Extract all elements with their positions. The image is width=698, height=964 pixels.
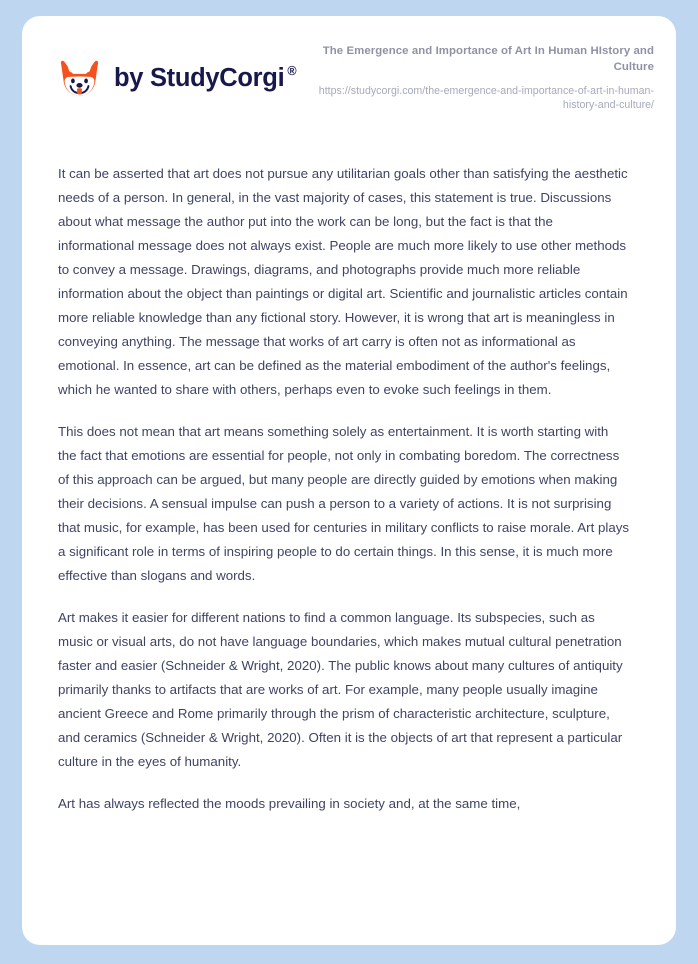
body-paragraph: Art has always reflected the moods prevailing in society and, at the same time,	[58, 796, 521, 811]
header-article-meta	[314, 41, 654, 113]
body-paragraph: It can be asserted that art does not pursue any utilitarian goals other than satisfying the aesthetic needs of a person. In general, in the vast majority of cases, this statement is true. Discussions about what message the author put into the work can be long, but the fact is that the informational message does not always exist. People are much more likely to use other methods to convey a message. Drawings, diagrams, and photographs provide much more reliable information about the object than paintings or digital art. Scientific and journalistic articles contain more reliable knowledge than any fictional story. However, it is wrong that art is meaningless in conveying anything. The message that works of art carry is often not as informational as emotional. In essence, art can be defined as the material embodiment of the author's feelings, which he wanted to share with others, perhaps even to evoke such feelings in them.	[58, 166, 628, 397]
article-title: The Emergence and Importance of Art In Human HIstory and Culture	[322, 45, 654, 74]
brand-block	[56, 52, 296, 103]
brand-name-text: by StudyCorgi	[114, 64, 285, 93]
article-url: https://studycorgi.com/the-emergence-and-importance-of-art-in-human-history-and-culture/	[318, 84, 654, 112]
document-card	[22, 16, 676, 945]
registered-trademark-icon: ®	[287, 64, 297, 79]
corgi-head-icon	[56, 56, 103, 103]
document-body	[22, 138, 676, 816]
body-paragraph: Art makes it easier for different nations to find a common language. Its subspecies, such as music or visual arts, do not have language boundaries, which makes mutual cultural penetration faster and easier (Schneider & Wright, 2020). The public knows about many cultures of antiquity primarily thanks to artifacts that are works of art. For example, many people usually imagine ancient Greece and Rome primarily through the prism of characteristic architecture, sculpture, and ceramics (Schneider & Wright, 2020). Often it is the objects of art that represent a particular culture in the eyes of humanity.	[58, 610, 623, 769]
brand-wordmark	[114, 66, 296, 92]
body-paragraph: This does not mean that art means something solely as entertainment. It is worth starting with the fact that emotions are essential for people, not only in combating boredom. The correctness of this approach can be argued, but many people are directly guided by emotions when making their decisions. A sensual impulse can push a person to a variety of actions. It is not surprising that music, for example, has been used for centuries in military conflicts to raise morale. Art plays a significant role in terms of inspiring people to do certain things. In this sense, it is much more effective than slogans and words.	[58, 424, 630, 583]
document-header	[22, 16, 676, 138]
